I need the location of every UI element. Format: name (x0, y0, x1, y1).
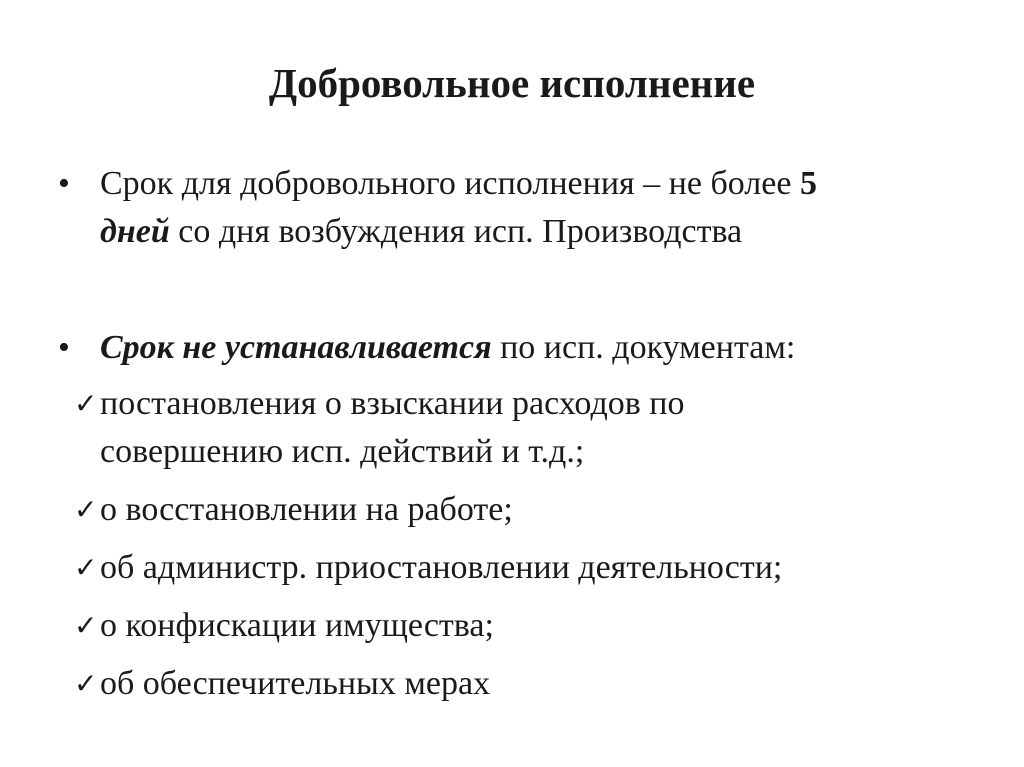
bullet-item-deadline (58, 160, 958, 260)
bullet-text-part: Срок для добровольного исполнения – не более (100, 165, 800, 202)
bullet-item-exceptions (58, 324, 958, 374)
check-item-text: об администр. приостановлении деятельности; (100, 549, 783, 586)
bullet-word-emphasis: дней (100, 213, 170, 250)
check-item-text-continued: совершению исп. действий и т.д.; (100, 433, 585, 470)
bullet-dot: • (58, 329, 70, 366)
check-item (74, 660, 954, 710)
checkmark-icon: ✓ (74, 609, 98, 642)
bullet-text (100, 324, 958, 372)
checkmark-icon: ✓ (74, 493, 98, 526)
check-item-text: о конфискации имущества; (100, 607, 494, 644)
check-item-text: о восстановлении на работе; (100, 491, 513, 528)
check-item-text: об обеспечительных мерах (100, 665, 491, 702)
bullet-number-emphasis: 5 (799, 165, 817, 202)
check-item (74, 602, 954, 652)
checkmark-icon: ✓ (74, 667, 98, 700)
check-item (74, 380, 954, 480)
slide-title: Добровольное исполнение (268, 60, 756, 106)
check-item (74, 544, 954, 594)
check-item-text: постановления о взыскании расходов по (100, 385, 685, 422)
checkmark-icon: ✓ (74, 387, 98, 420)
bullet-text (100, 160, 958, 256)
check-item (74, 486, 954, 536)
bullet-text-part: со дня возбуждения исп. Производства (169, 213, 743, 250)
bullet-text-part: по исп. документам: (491, 329, 796, 366)
checkmark-icon: ✓ (74, 551, 98, 584)
bullet-dot: • (58, 165, 70, 202)
bullet-emphasis: Срок не устанавливается (100, 329, 492, 366)
